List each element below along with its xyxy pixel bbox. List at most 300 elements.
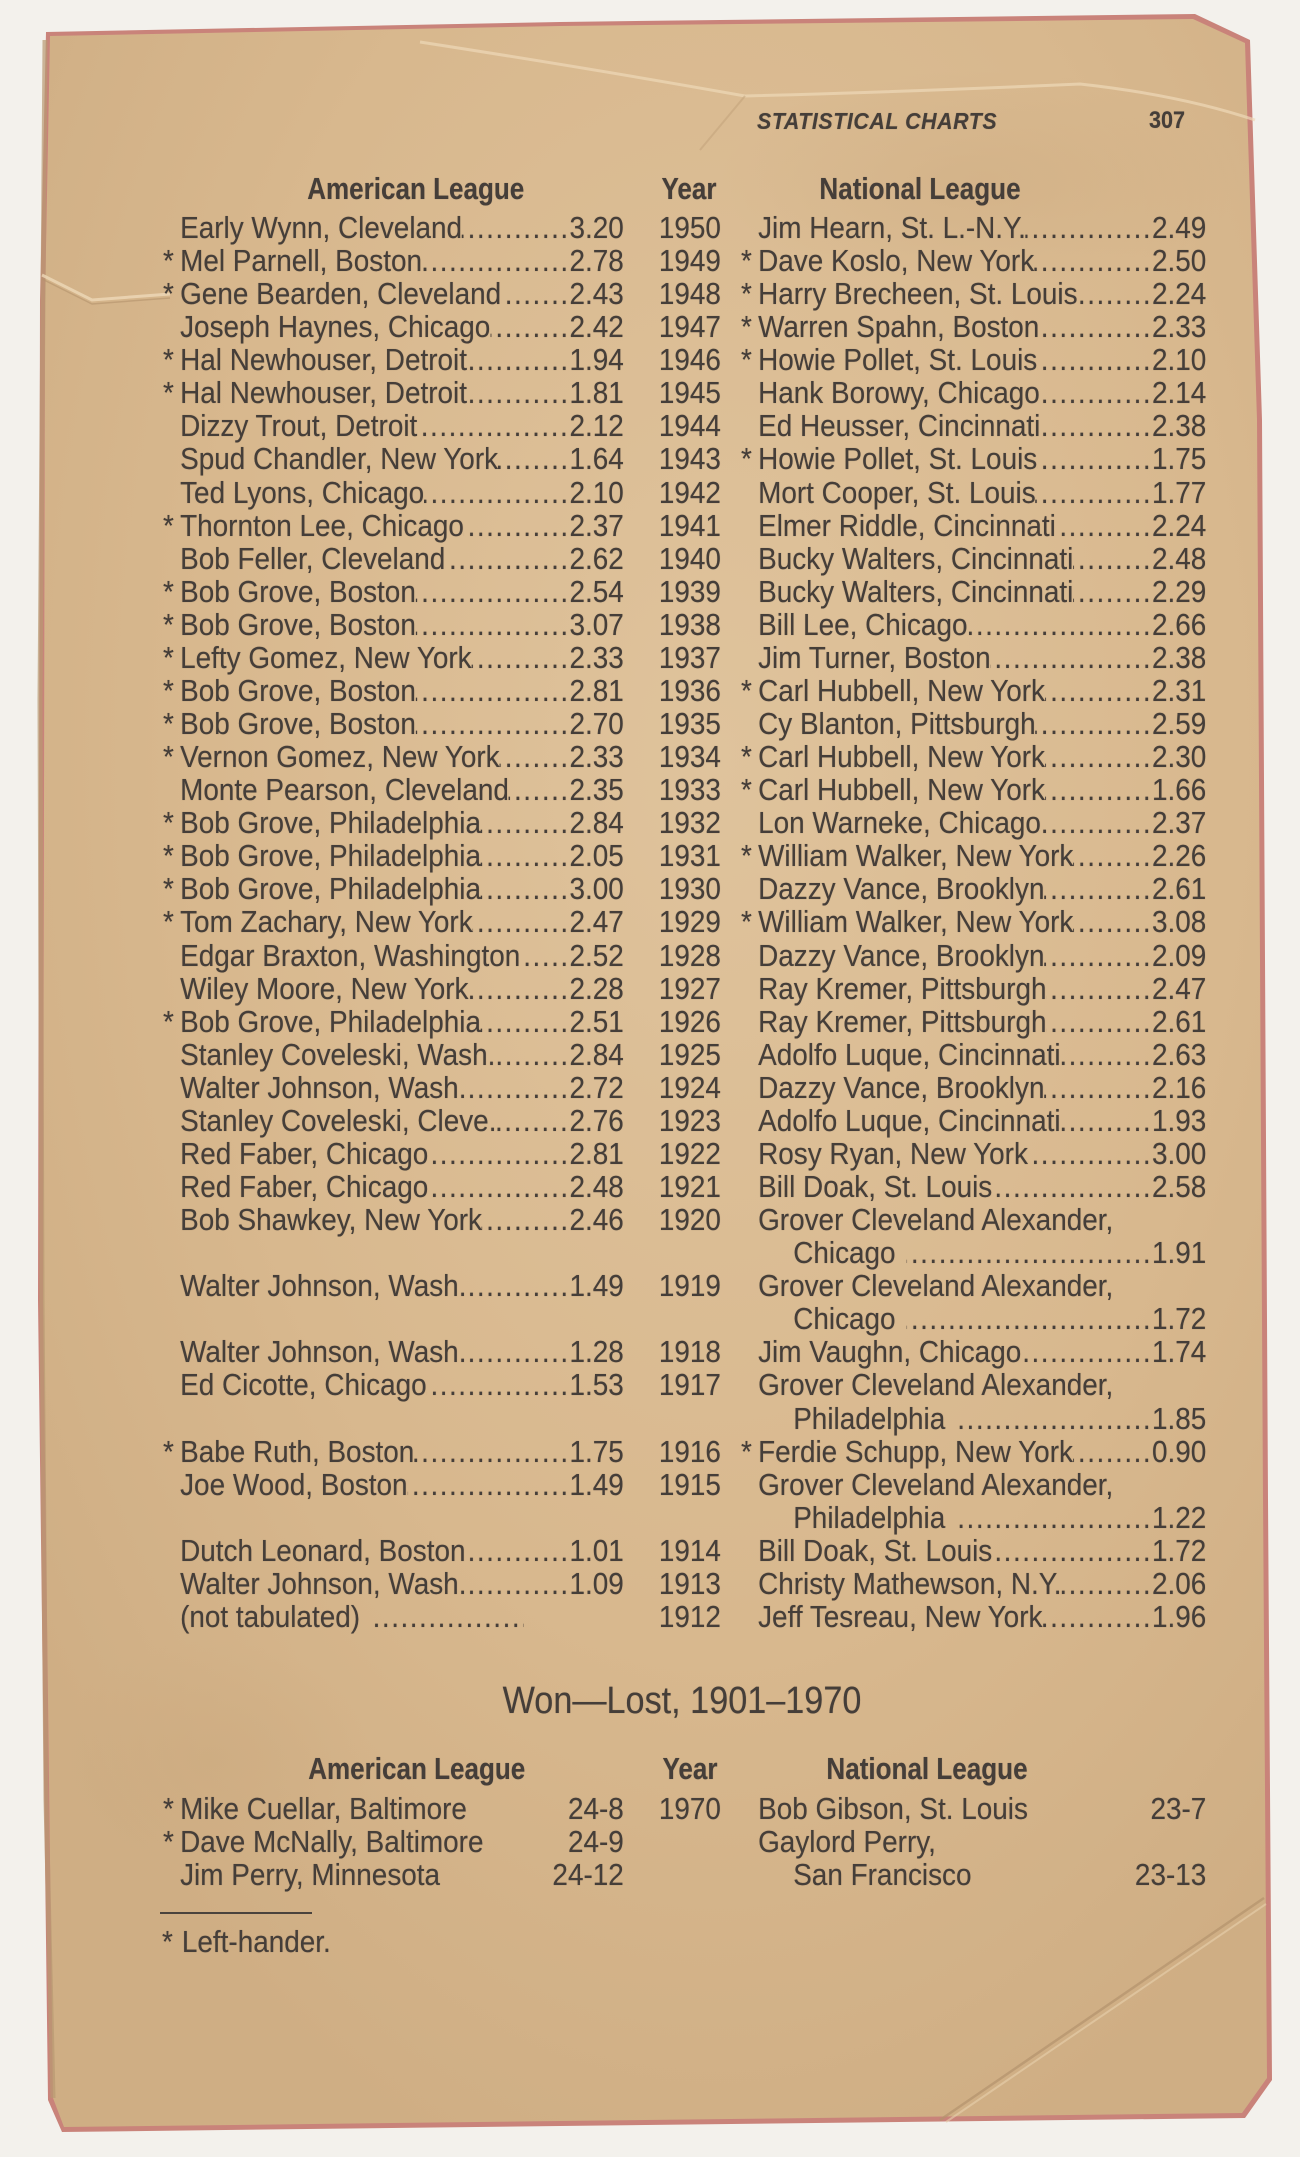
stat-value: 2.49 [1151,210,1207,245]
stat-value: 2.30 [1151,739,1207,775]
won-lost-row [0,1825,1300,1858]
year-cell: 1912 [658,1598,721,1634]
stat-value: 3.07 [569,606,624,642]
nl-entry [741,1825,1206,1858]
stat-value: 3.08 [1151,904,1207,940]
stat-value: 23-13 [1134,1857,1207,1893]
stat-value: 1.01 [569,1532,624,1568]
pitcher-name: Gaylord Perry, [758,1824,936,1860]
dot-leader [1073,905,1152,938]
pitcher-name: San Francisco [793,1857,972,1893]
pitcher-name: Joseph Haynes, Chicago [180,309,491,345]
era-row [0,1335,1300,1368]
stat-value: 2.26 [1151,838,1207,874]
stat-value: 2.31 [1151,672,1207,708]
year-cell: 1932 [658,805,721,841]
dot-leader [1042,1600,1152,1633]
stat-value: 1.75 [1151,441,1207,477]
pitcher-name: Chicago [793,1235,896,1271]
era-row-continued [0,1236,1300,1269]
stat-value: 2.46 [569,1202,624,1238]
nl-entry [741,1137,1206,1170]
nl-entry [741,905,1206,938]
lefty-marker: * [163,871,174,907]
stat-value: 1.96 [1151,1598,1207,1634]
year-cell: 1937 [658,639,721,675]
dot-leader [490,310,569,343]
era-row [0,1468,1300,1501]
era-row [0,806,1300,839]
pitcher-name: Dutch Leonard, Boston [180,1532,466,1568]
pitcher-name: Hal Newhouser, Detroit [180,375,467,411]
pitcher-name: Bob Gibson, St. Louis [758,1791,1028,1826]
lefty-marker: * [163,342,174,378]
era-row [0,1071,1300,1104]
era-row [0,343,1300,376]
stat-value: 1.94 [569,342,624,378]
pitcher-name: Red Faber, Chicago [180,1169,429,1205]
stat-value: 1.22 [1151,1499,1207,1535]
won-lost-header-year: Year [662,1751,718,1786]
year-cell: 1938 [658,606,721,642]
al-entry [163,1368,624,1401]
pitcher-name: Bob Grove, Boston [180,606,416,642]
al-entry [163,211,624,244]
year-cell: 1927 [658,970,721,1006]
nl-entry [741,476,1206,509]
pitcher-name: Philadelphia [793,1400,946,1436]
dot-leader [465,1534,569,1567]
pitcher-name: Jim Turner, Boston [758,639,991,675]
pitcher-name: Ray Kremer, Pittsburgh [758,970,1047,1006]
pitcher-name: Bob Grove, Philadelphia [180,805,481,841]
year-cell: 1947 [658,309,721,345]
stat-value: 24-12 [552,1857,624,1893]
year-cell: 1926 [658,1003,721,1039]
dot-leader [408,1468,570,1501]
year-cell: 1936 [658,672,721,708]
pitcher-name: Adolfo Luque, Cincinnati [758,1102,1061,1138]
stat-value: 2.81 [569,672,624,708]
nl-entry [741,277,1206,310]
nl-entry [741,806,1206,839]
lefty-marker: * [163,672,174,708]
pitcher-name: Ray Kremer, Pittsburgh [758,1003,1047,1039]
year-cell: 1921 [658,1169,721,1205]
era-row [0,1600,1300,1633]
pitcher-name: Jim Hearn, St. L.-N.Y. [758,210,1026,245]
dot-leader [509,773,570,806]
pitcher-name: Joe Wood, Boston [180,1466,408,1502]
pitcher-name: Mort Cooper, St. Louis [758,474,1036,510]
pitcher-name: Spud Chandler, New York [180,441,499,477]
pitcher-name: Grover Cleveland Alexander, [758,1202,1114,1238]
year-cell: 1925 [658,1036,721,1072]
stat-value: 2.52 [569,937,624,973]
pitcher-name: Dave McNally, Baltimore [180,1824,484,1860]
stat-value: 1.64 [569,441,624,477]
era-row [0,905,1300,938]
dot-leader [1026,211,1152,244]
nl-entry [741,409,1206,442]
dot-leader [906,1236,1152,1269]
al-entry [163,839,624,872]
stat-value: 2.35 [569,772,624,808]
lefty-marker: * [163,507,174,543]
dot-leader [1045,740,1152,773]
al-entry [163,1825,624,1858]
nl-entry [741,509,1206,542]
dot-leader [1073,839,1152,872]
era-row [0,442,1300,475]
year-cell: 1930 [658,871,721,907]
year-cell: 1923 [658,1102,721,1138]
dot-leader [467,376,570,409]
pitcher-name: Stanley Coveleski, Cleve. [180,1102,497,1138]
stat-value: 2.16 [1151,1069,1207,1105]
stat-value: 23-7 [1150,1791,1207,1826]
al-entry [163,1792,624,1825]
dot-leader [501,277,569,310]
stat-value: 2.84 [569,805,624,841]
nl-entry [741,1402,1206,1435]
footnote [162,1925,331,1958]
lefty-marker: * [741,243,752,279]
pitcher-name: Wiley Moore, New York [180,970,469,1006]
lefty-marker: * [163,1433,174,1469]
stat-value: 2.61 [1151,871,1207,907]
al-entry [163,1071,624,1104]
pitcher-name: Cy Blanton, Pittsburgh [758,706,1036,742]
nl-entry [741,310,1206,343]
pitcher-name: Adolfo Luque, Cincinnati [758,1036,1061,1072]
era-row [0,1269,1300,1302]
era-row [0,575,1300,608]
nl-entry [741,1600,1206,1633]
dot-leader [481,872,569,905]
al-entry [163,1600,624,1633]
dot-leader [1073,1435,1152,1468]
pitcher-name: Bob Grove, Philadelphia [180,871,481,907]
dot-leader [992,1534,1152,1567]
dot-leader [481,806,569,839]
stat-value: 2.63 [1151,1036,1207,1072]
lefty-marker: * [163,573,174,609]
stat-value: 3.20 [569,210,624,245]
stat-value: 2.37 [1151,805,1207,841]
stat-value: 1.81 [569,375,624,411]
dot-leader [496,1104,569,1137]
al-entry [163,1137,624,1170]
stat-value: 2.37 [569,507,624,543]
stat-value: 2.06 [1151,1565,1207,1601]
year-cell: 1942 [658,474,721,510]
pitcher-name: Bob Grove, Philadelphia [180,1003,481,1039]
dot-leader [416,608,570,641]
year-cell: 1922 [658,1135,721,1171]
al-entry [163,476,624,509]
dot-leader [416,575,570,608]
nl-entry [741,1302,1206,1335]
stat-value: 2.33 [569,639,624,675]
year-cell: 1935 [658,706,721,742]
year-cell: 1917 [658,1367,721,1403]
dot-leader [1040,409,1152,442]
nl-entry [741,1501,1206,1534]
era-row [0,1567,1300,1600]
al-entry [163,244,624,277]
dot-leader [1047,1005,1152,1038]
al-entry [163,310,624,343]
stat-value: 1.49 [569,1466,624,1502]
stat-value: 1.09 [569,1565,624,1601]
pitcher-name: William Walker, New York [758,904,1074,940]
pitcher-name: Carl Hubbell, New York [758,739,1045,775]
year-cell: 1933 [658,772,721,808]
nl-entry [741,376,1206,409]
year-cell: 1940 [658,540,721,576]
dot-leader [1044,872,1152,905]
year-cell: 1915 [658,1466,721,1502]
era-row [0,939,1300,972]
pitcher-name: Chicago [793,1301,896,1337]
pitcher-name: Howie Pollet, St. Louis [758,441,1038,477]
dot-leader [481,839,569,872]
dot-leader [1037,442,1152,475]
era-row [0,1368,1300,1401]
nl-entry [741,1269,1206,1302]
pitcher-name: Gene Bearden, Cleveland [180,276,502,312]
lefty-marker: * [163,375,174,411]
era-row [0,1137,1300,1170]
dot-leader [1061,1104,1152,1137]
lefty-marker: * [741,739,752,775]
dot-leader [427,1368,570,1401]
pitcher-name: William Walker, New York [758,838,1074,874]
stat-value: 2.54 [569,573,624,609]
pitcher-name: Lon Warneke, Chicago [758,805,1041,841]
lefty-marker: * [741,772,752,808]
al-entry [163,1858,624,1891]
dot-leader [520,939,569,972]
pitcher-name: Hank Borowy, Chicago [758,375,1040,411]
pitcher-name: Bob Grove, Boston [180,672,416,708]
dot-leader [1036,476,1152,509]
nl-entry [741,575,1206,608]
pitcher-name: Howie Pollet, St. Louis [758,342,1038,378]
stat-value: 1.28 [569,1334,624,1370]
dot-leader [414,1435,569,1468]
al-entry [163,806,624,839]
dot-leader [466,1335,569,1368]
pitcher-name: Ed Cicotte, Chicago [180,1367,427,1403]
year-cell: 1928 [658,937,721,973]
pitcher-name: Jim Vaughn, Chicago [758,1334,1022,1370]
pitcher-name: Bill Doak, St. Louis [758,1532,993,1568]
era-row-continued [0,1302,1300,1335]
stat-value: 2.70 [569,706,624,742]
nl-entry [741,343,1206,376]
stat-value: 24-8 [567,1791,624,1826]
pitcher-name: Grover Cleveland Alexander, [758,1466,1114,1502]
al-entry [163,1335,624,1368]
dot-leader [481,1005,569,1038]
stat-value: 2.14 [1151,375,1207,411]
dot-leader [500,740,570,773]
era-row [0,1104,1300,1137]
nl-entry [741,1858,1206,1891]
pitcher-name: Mel Parnell, Boston [180,243,423,279]
pitcher-name: Elmer Riddle, Cincinnati [758,507,1056,543]
dot-leader [1044,939,1152,972]
lefty-marker: * [741,672,752,708]
pitcher-name: Ed Heusser, Cincinnati [758,408,1041,444]
pitcher-name: Jim Perry, Minnesota [180,1857,441,1893]
footnote-text: Left-hander. [181,1924,331,1959]
stat-value: 2.81 [569,1135,624,1171]
nl-entry [741,1104,1206,1137]
dot-leader [482,1203,569,1236]
al-entry [163,277,624,310]
pitcher-name: Bob Feller, Cleveland [180,540,446,576]
lefty-marker: * [163,1824,174,1860]
pitcher-name: Carl Hubbell, New York [758,672,1045,708]
al-entry [163,1435,624,1468]
al-entry [163,376,624,409]
dot-leader [1062,1567,1152,1600]
dot-leader [1037,343,1152,376]
al-entry [163,972,624,1005]
year-cell: 1950 [658,210,721,245]
stat-value: 2.66 [1151,606,1207,642]
year-cell: 1920 [658,1202,721,1238]
dot-leader [428,1170,569,1203]
year-cell: 1934 [658,739,721,775]
footnote-rule [160,1912,312,1914]
stat-value: 1.77 [1151,474,1207,510]
year-cell: 1924 [658,1069,721,1105]
stat-value: 3.00 [569,871,624,907]
dot-leader [992,1170,1152,1203]
era-row-continued [0,1402,1300,1435]
lefty-marker: * [741,309,752,345]
nl-entry [741,542,1206,575]
al-entry [163,707,624,740]
era-row [0,707,1300,740]
era-header-national-league: National League [819,171,1021,206]
era-header-year: Year [661,171,717,206]
al-entry [163,674,624,707]
pitcher-name: Tom Zachary, New York [180,904,473,940]
nl-entry [741,1368,1206,1401]
al-entry [163,1104,624,1137]
dot-leader [466,1567,569,1600]
pitcher-name: Early Wynn, Cleveland [180,210,463,245]
dot-leader [1045,773,1152,806]
stat-value: 1.72 [1151,1301,1207,1337]
nl-entry [741,839,1206,872]
dot-leader [1039,310,1152,343]
nl-entry [741,872,1206,905]
dot-leader [1073,575,1152,608]
pitcher-name: Babe Ruth, Boston [180,1433,415,1469]
era-row [0,972,1300,1005]
dot-leader [467,343,570,376]
dot-leader [1034,244,1152,277]
pitcher-name: Walter Johnson, Wash. [180,1334,467,1370]
stat-value: 1.91 [1151,1235,1207,1271]
era-row [0,376,1300,409]
dot-leader [1045,674,1152,707]
page-number: 307 [1149,107,1186,134]
era-row [0,740,1300,773]
nl-entry [741,1534,1206,1567]
pitcher-name: Harry Brecheen, St. Louis [758,276,1078,312]
al-entry [163,542,624,575]
year-cell: 1948 [658,276,721,312]
nl-entry [741,939,1206,972]
dot-leader [428,1137,569,1170]
pitcher-name: Bucky Walters, Cincinnati [758,573,1074,609]
lefty-marker: * [163,243,174,279]
dot-leader [464,509,570,542]
dot-leader [1041,806,1152,839]
era-row [0,310,1300,343]
dot-leader [1047,972,1152,1005]
lefty-marker: * [741,441,752,477]
nl-entry [741,442,1206,475]
stat-value: 2.48 [569,1169,624,1205]
era-row [0,1005,1300,1038]
era-row [0,1435,1300,1468]
lefty-marker: * [163,1003,174,1039]
pitcher-name: Bill Doak, St. Louis [758,1169,993,1205]
pitcher-name: Bob Grove, Boston [180,706,416,742]
pitcher-name: Mike Cuellar, Baltimore [180,1791,467,1826]
stat-value: 2.09 [1151,937,1207,973]
pitcher-name: Red Faber, Chicago [180,1135,429,1171]
dot-leader [416,674,570,707]
stat-value: 2.51 [569,1003,624,1039]
year-cell: 1919 [658,1268,721,1304]
pitcher-name: Dazzy Vance, Brooklyn [758,871,1045,907]
year-cell: 1939 [658,573,721,609]
footnote-marker: * [162,1924,173,1959]
lefty-marker: * [741,1433,752,1469]
pitcher-name: (not tabulated) [180,1598,361,1634]
year-cell: 1943 [658,441,721,477]
dot-leader [495,1038,569,1071]
stat-value: 2.10 [569,474,624,510]
al-entry [163,442,624,475]
lefty-marker: * [163,276,174,312]
al-entry [163,939,624,972]
al-entry [163,740,624,773]
nl-entry [741,211,1206,244]
pitcher-name: Dazzy Vance, Brooklyn [758,937,1045,973]
pitcher-name: Dizzy Trout, Detroit [180,408,418,444]
nl-entry [741,1236,1206,1269]
pitcher-name: Christy Mathewson, N.Y. [758,1565,1062,1601]
stat-value: 2.24 [1151,276,1207,312]
lefty-marker: * [163,1791,174,1826]
dot-leader [417,409,569,442]
stat-value: 2.61 [1151,1003,1207,1039]
dot-leader [445,542,569,575]
won-lost-title: Won—Lost, 1901–1970 [502,1680,862,1722]
nl-entry [741,773,1206,806]
pitcher-name: Warren Spahn, Boston [758,309,1040,345]
